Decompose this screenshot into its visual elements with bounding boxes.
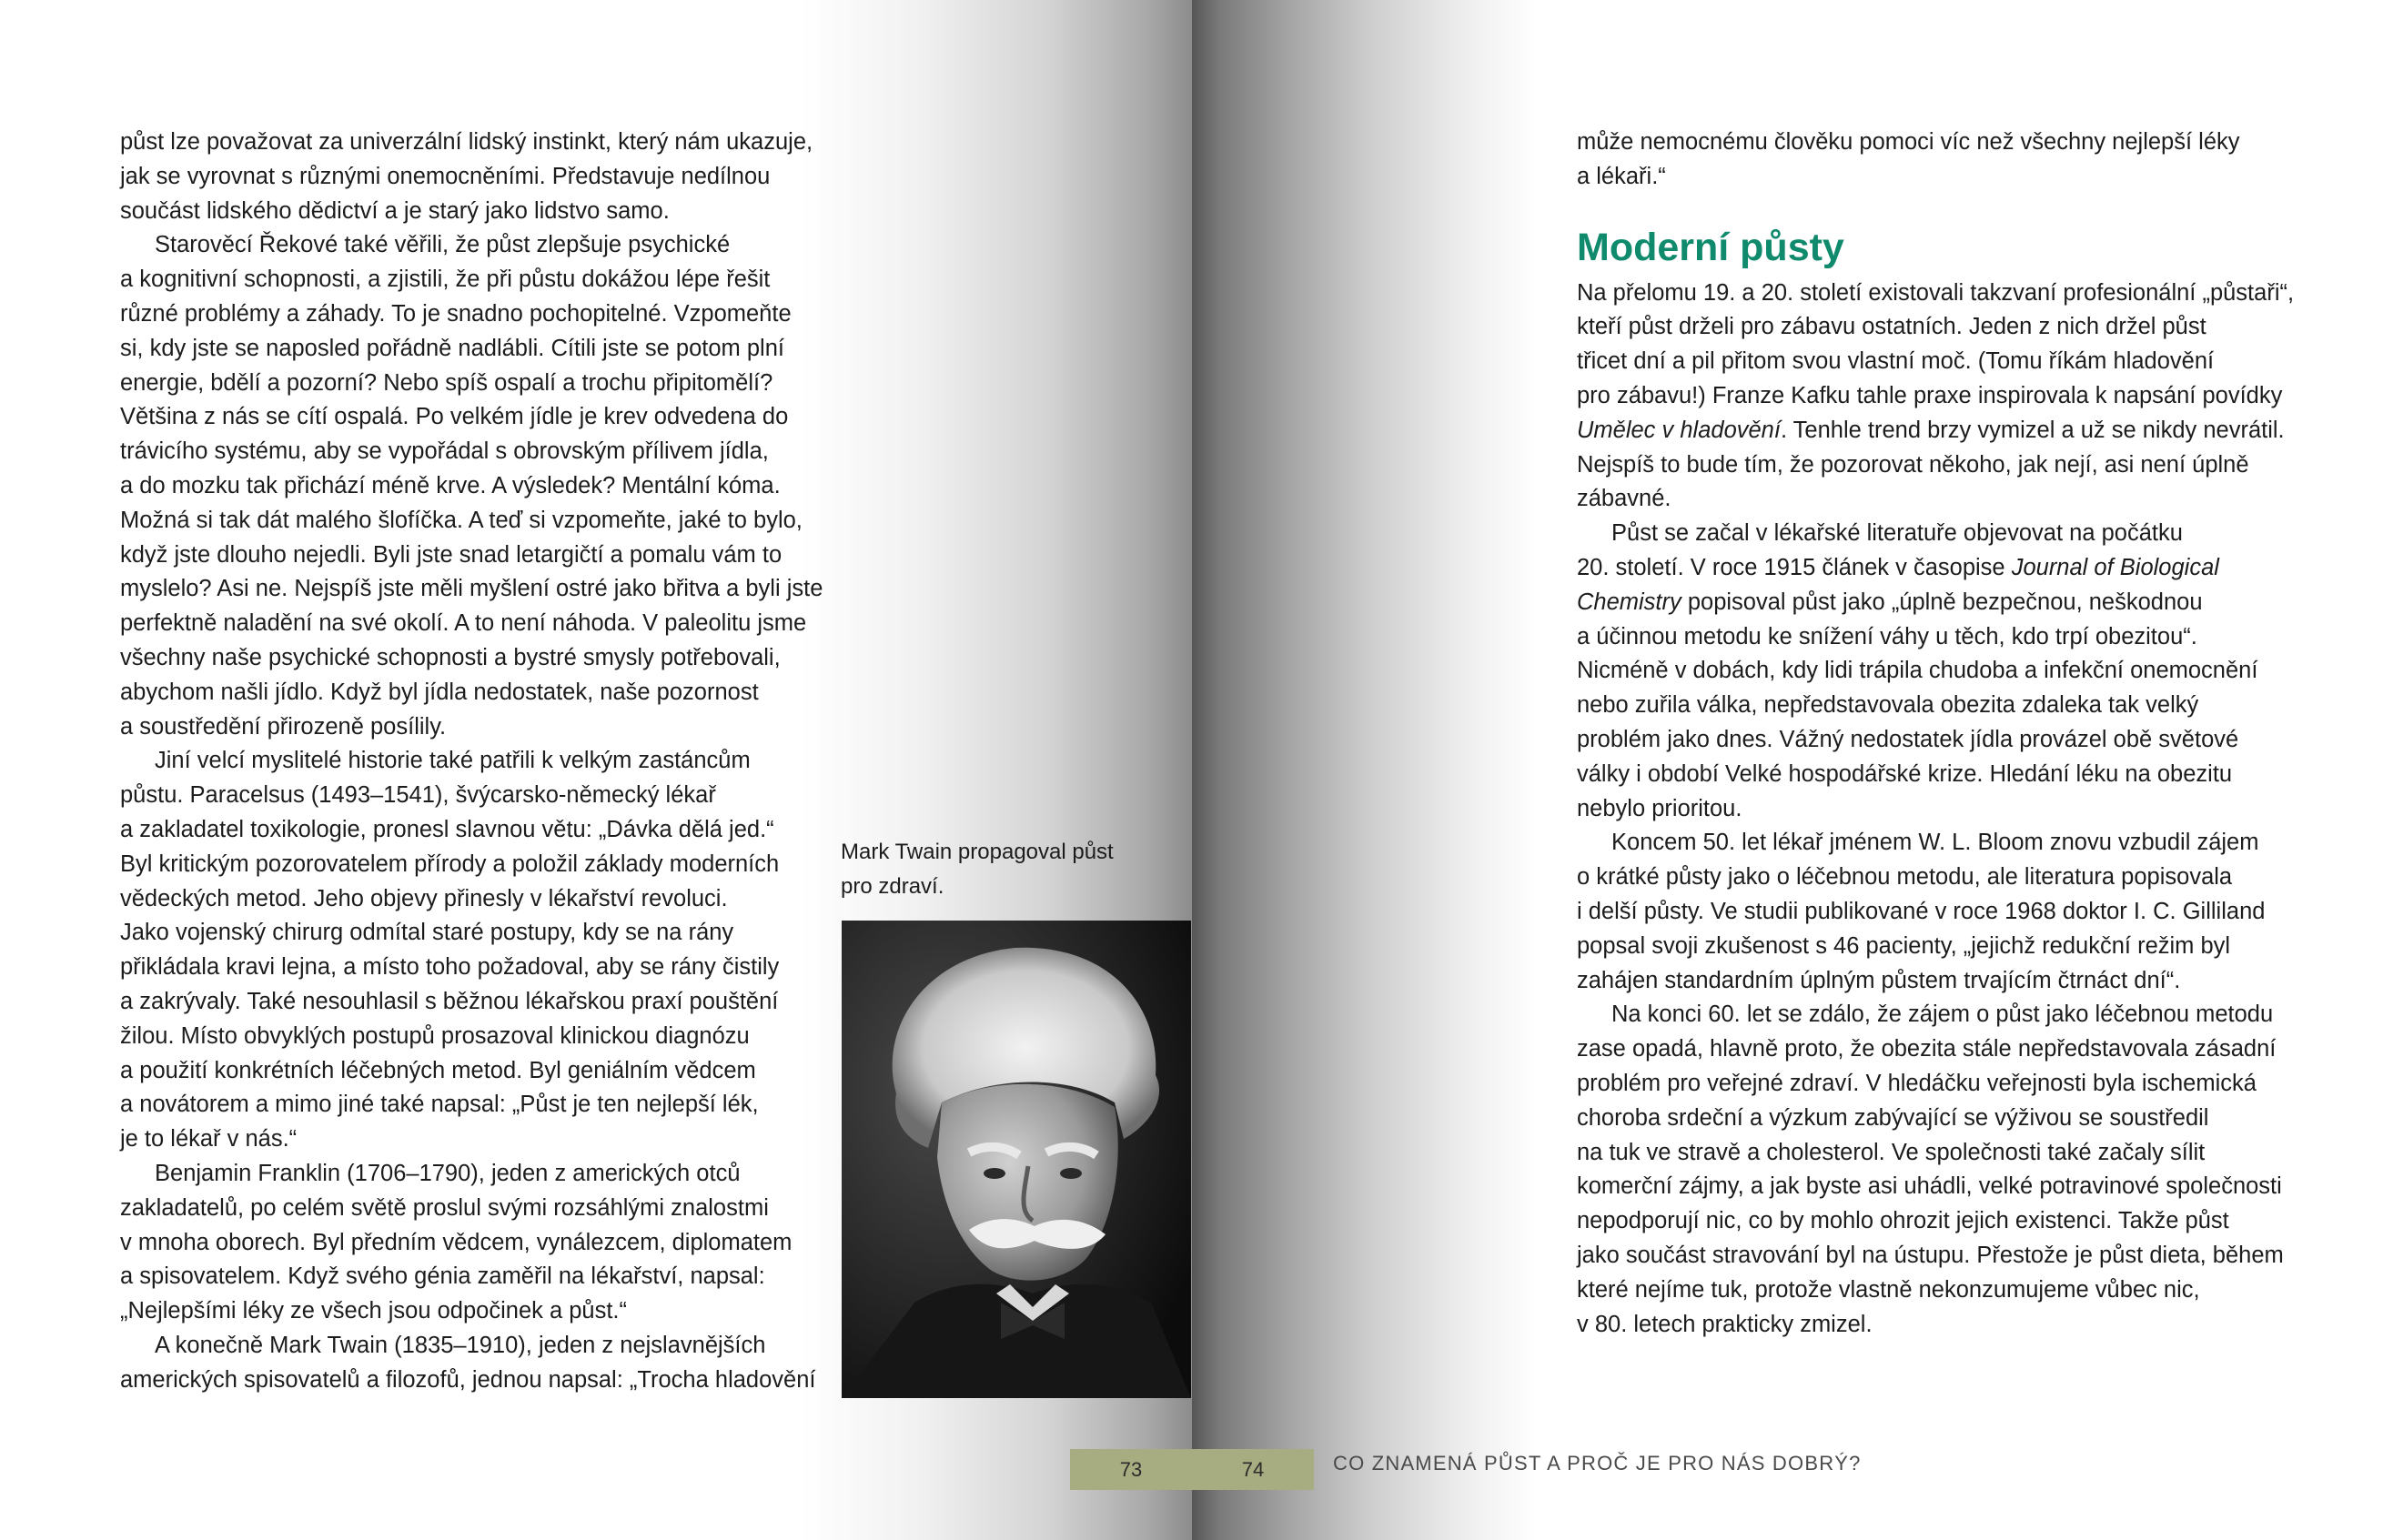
text-line: nepodporují nic, co by mohlo ohrozit jejich existenci. Takže půst [1577,1208,2229,1234]
right-page-number: 74 [1192,1449,1314,1490]
text-line: pro zábavu!) Franze Kafku tahle praxe inspirovala k napsání povídky [1577,382,2283,408]
text-line: Starověcí Řekové také věřili, že půst zlepšuje psychické [155,232,731,258]
text-line: jako součást stravování byl na ústupu. Přestože je půst dieta, během [1577,1242,2284,1268]
text-line: zahájen standardním úplným půstem trvajícím čtrnáct dní“. [1577,967,2181,993]
mark-twain-portrait [842,921,1191,1398]
text-line: na tuk ve stravě a cholesterol. Ve společnosti také začaly sílit [1577,1139,2206,1165]
text-line: energie, bdělí a pozorní? Nebo spíš ospalí a trochu připitomělí? [120,369,773,396]
journal-title: Chemistry [1577,589,1681,615]
text-line [1577,414,2285,448]
text-line: amerických spisovatelů a filozofů, jednou napsal: „Trocha hladovění [120,1366,816,1393]
text-line: nebo zuřila válka, nepředstavovala obezita zdaleka tak velký [1577,692,2199,719]
text-line: nebylo prioritou. [1577,795,1742,821]
text-line: „Nejlepšími léky ze všech jsou odpočinek a půst.“ [120,1298,628,1324]
text-line: může nemocnému člověku pomoci víc než všechny nejlepší léky [1577,129,2240,155]
text-line: součást lidského dědictví a je starý jako lidstvo samo. [120,197,670,224]
photo-caption [841,835,1114,904]
text-line: Jako vojenský chirurg odmítal staré postupy, kdy se na rány [120,920,734,946]
text-line: Nejspíš to bude tím, že pozorovat někoho, jak nejí, asi není úplně [1577,451,2249,478]
text-line: a novátorem a mimo jiné také napsal: „Půst je ten nejlepší lék, [120,1092,759,1118]
text-line: a použití konkrétních léčebných metod. Byl geniálním vědcem [120,1057,756,1083]
text-line: zakladatelů, po celém světě proslul svými rozsáhlými znalostmi [120,1194,769,1221]
text-line: problém jako dnes. Vážný nedostatek jídla provázel obě světové [1577,726,2239,752]
text-line: popsal svoji zkušenost s 46 pacienty, „jejichž redukční režim byl [1577,932,2231,959]
text-line: žilou. Místo obvyklých postupů prosazoval klinickou diagnózu [120,1022,750,1049]
text-line: války i období Velké hospodářské krize. Hledání léku na obezitu [1577,760,2233,787]
text-line: Benjamin Franklin (1706–1790), jeden z amerických otců [155,1160,741,1186]
text-line: Jiní velcí myslitelé historie také patřili k velkým zastáncům [155,748,751,774]
text-line: Na přelomu 19. a 20. století existovali takzvaní profesionální „půstaři“, [1577,279,2295,306]
text-line: zábavné. [1577,486,1671,512]
text-line: a zakladatel toxikologie, pronesl slavnou větu: „Dávka dělá jed.“ [120,816,774,842]
text-line: Byl kritickým pozorovatelem přírody a položil základy moderních [120,851,780,877]
right-page-text [1577,126,2295,1342]
text-line: o krátké půsty jako o léčebnou metodu, ale literatura popisovala [1577,864,2233,891]
book-title: Umělec v hladovění [1577,417,1781,443]
text-line: jak se vyrovnat s různými onemocněními. Představuje nedílnou [120,163,771,189]
text-line: přikládala kravi lejna, a místo toho požadoval, aby se rány čistily [120,954,780,981]
text-line: a zakrývaly. Také nesouhlasil s běžnou lékařskou praxí pouštění [120,988,779,1014]
left-page-number: 73 [1070,1449,1192,1490]
text-line: vědeckých metod. Jeho objevy přinesly v lékařství revoluci. [120,885,728,911]
text-line: problém pro veřejné zdraví. V hledáčku veřejnosti byla ischemická [1577,1070,2257,1096]
text-line [1577,586,2268,620]
text-line: třicet dní a pil přitom svou vlastní moč. (Tomu říkám hladovění [1577,348,2215,375]
text-line [1577,551,2268,586]
text-line: když jste dlouho nejedli. Byli jste snad letargičtí a pomalu vám to [120,541,783,568]
text-segment: popisoval půst jako „úplně bezpečnou, neškodnou [1681,589,2203,615]
text-line: Koncem 50. let lékař jménem W. L. Bloom znovu vzbudil zájem [1611,830,2259,856]
text-line: Nicméně v dobách, kdy lidi trápila chudoba a infekční onemocnění [1577,658,2258,684]
text-line: kteří půst drželi pro zábavu ostatních. Jeden z nich držel půst [1577,314,2206,340]
left-page-text [120,126,823,1397]
caption-line: Mark Twain propagoval půst [841,840,1114,864]
text-line: i delší půsty. Ve studii publikované v roce 1968 doktor I. C. Gilliland [1577,898,2266,924]
text-line: a účinnou metodu ke snížení váhy u těch, kdo trpí obezitou“. [1577,623,2197,649]
text-line: a do mozku tak přichází méně krve. A výsledek? Mentální kóma. [120,472,781,498]
text-line: abychom našli jídlo. Když byl jídla nedostatek, naše pozornost [120,679,759,705]
text-line: všechny naše psychické schopnosti a bystré smysly potřebovali, [120,644,781,670]
text-line: a lékaři.“ [1577,163,1666,189]
caption-line: pro zdraví. [841,874,944,899]
text-line: trávicího systému, aby se vypořádal s obrovským přílivem jídla, [120,438,769,465]
text-line: si, kdy jste se naposled pořádně nadlábli. Cítili jste se potom plní [120,335,784,361]
text-line: A konečně Mark Twain (1835–1910), jeden z nejslavnějších [155,1332,766,1358]
text-line: půst lze považovat za univerzální lidský instinkt, který nám ukazuje, [120,129,813,155]
text-line: Většina z nás se cítí ospalá. Po velkém jídle je krev odvedena do [120,404,789,430]
text-line: perfektně naladění na své okolí. A to není náhoda. V paleolitu jsme [120,610,807,637]
text-line: které nejíme tuk, protože vlastně nekonzumujeme vůbec nic, [1577,1276,2200,1303]
journal-title: Journal of Biological [2011,554,2219,580]
text-line: Možná si tak dát malého šlofíčka. A teď si vzpomeňte, jaké to bylo, [120,507,803,533]
text-line: a kognitivní schopnosti, a zjistili, že při půstu dokážou lépe řešit [120,267,771,293]
text-line: Na konci 60. let se zdálo, že zájem o půst jako léčebnou metodu [1611,1002,2274,1028]
text-line: různé problémy a záhady. To je snadno pochopitelné. Vzpomeňte [120,300,792,327]
text-segment: 20. století. V roce 1915 článek v časopise [1577,554,2012,580]
text-segment: . Tenhle trend brzy vymizel a už se nikdy nevrátil. [1780,417,2285,443]
text-line: půstu. Paracelsus (1493–1541), švýcarsko-německý lékař [120,782,716,809]
text-line: komerční zájmy, a jak byste asi uhádli, velké potravinové společnosti [1577,1173,2282,1200]
text-line: choroba srdeční a výzkum zabývající se výživou se soustředil [1577,1104,2209,1131]
text-line: Půst se začal v lékařské literatuře objevovat na počátku [1611,520,2183,547]
section-heading: Moderní půsty [1577,225,1844,269]
text-line: zase opadá, hlavně proto, že obezita stále nepředstavovala zásadní [1577,1036,2277,1062]
text-line: a spisovatelem. Když svého génia zaměřil na lékařství, napsal: [120,1263,765,1290]
text-line: v 80. letech prakticky zmizel. [1577,1311,1873,1337]
text-line: je to lékař v nás.“ [120,1126,298,1152]
text-line: a soustředění přirozeně posílily. [120,713,447,740]
right-footer-label: CO ZNAMENÁ PŮST A PROČ JE PRO NÁS DOBRÝ? [1333,1452,1862,1475]
text-line: myslelo? Asi ne. Nejspíš jste měli myšlení ostré jako břitva a byli jste [120,576,823,602]
text-line: v mnoha oborech. Byl předním vědcem, vynálezcem, diplomatem [120,1229,793,1255]
